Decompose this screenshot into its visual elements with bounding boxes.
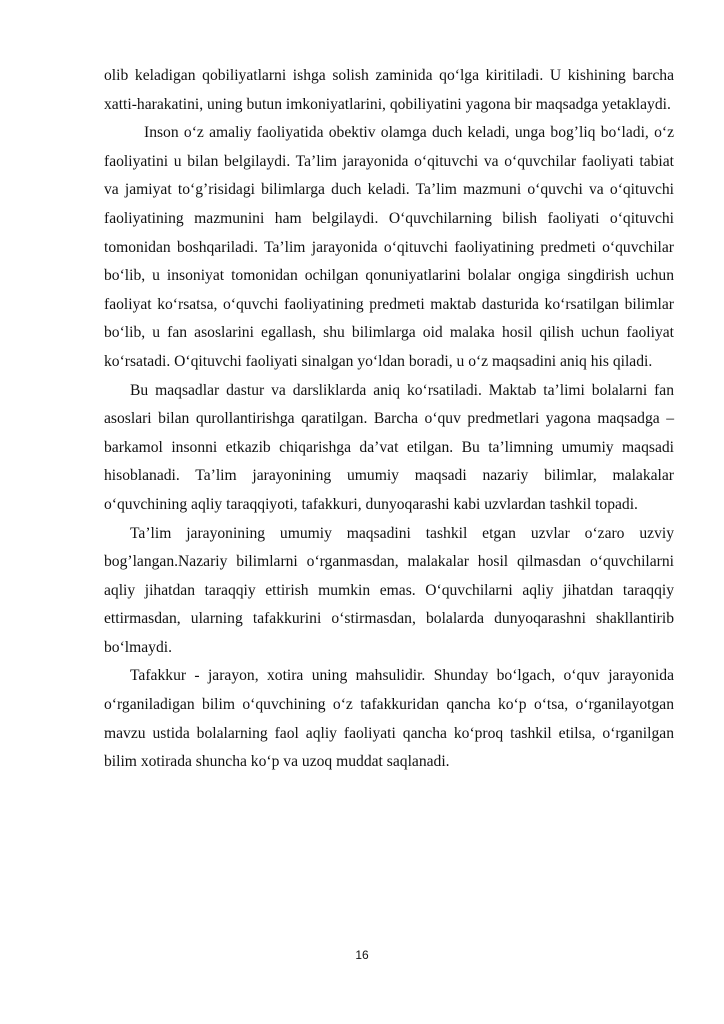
paragraph-inson: Inson o‘z amaliy faoliyatida obektiv olamga duch keladi, unga bog’liq bo‘ladi, o‘z faoliyatini u bilan belgilaydi. Ta’lim jarayonida o‘qituvchi va o‘quvchilar faoliyati tabiat va jamiyat to‘g’risidagi bilimlarga duch keladi. Ta’lim mazmuni o‘quvchi va o‘qituvchi faoliyatining mazmunini ham belgilaydi. O‘quvchilarning bilish faoliyati o‘qituvchi tomonidan boshqariladi. Ta’lim jarayonida o‘qituvchi faoliyatining predmeti o‘quvchilar bo‘lib, u insoniyat tomonidan ochilgan qonuniyatlarini bolalar ongiga singdirish uchun faoliyat ko‘rsatsa, o‘quvchi faoliyatining predmeti maktab dasturida ko‘rsatilgan bilimlar bo‘lib, u fan asoslarini egallash, shu bilimlarga oid malaka hosil qilish uchun faoliyat ko‘rsatadi. O‘qituvchi faoliyati sinalgan yo‘ldan boradi, u o‘z maqsadini aniq his qiladi.	[104, 124, 674, 370]
paragraph-uzvlar: Ta’lim jarayonining umumiy maqsadini tashkil etgan uzvlar o‘zaro uzviy bog’langan.Nazariy bilimlarni o‘rganmasdan, malakalar hosil qilmasdan o‘quvchilarni aqliy jihatdan taraqqiy ettirish mumkin emas. O‘quvchilarni aqliy jihatdan taraqqiy ettirmasdan, ularning tafakkurini o‘stirmasdan, bolalarda dunyoqarashni shakllantirib bo‘lmaydi.	[104, 524, 674, 656]
page-number: 16	[355, 948, 369, 962]
paragraph-tafakkur: Tafakkur - jarayon, xotira uning mahsulidir. Shunday bo‘lgach, o‘quv jarayonida o‘rganiladigan bilim o‘quvchining o‘z tafakkuridan qancha ko‘p o‘tsa, o‘rganilayotgan mavzu ustida bolalarning faol aqliy faoliyati qancha ko‘proq tashkil etilsa, o‘rganilgan bilim xotirada shuncha ko‘p va uzoq muddat saqlanadi.	[104, 667, 674, 771]
paragraph-continuation: olib keladigan qobiliyatlarni ishga solish zaminida qo‘lga kiritiladi. U kishining barcha xatti-harakatini, uning butun imkoniyatlarini, qobiliyatini yagona bir maqsadga yetaklaydi.	[104, 67, 674, 113]
paragraph-maqsadlar: Bu maqsadlar dastur va darsliklarda aniq ko‘rsatiladi. Maktab ta’limi bolalarni fan asoslari bilan qurollantirishga qaratilgan. Barcha o‘quv predmetlari yagona maqsadga – barkamol insonni etkazib chiqarishga da’vat etilgan. Bu ta’limning umumiy maqsadi hisoblanadi. Ta’lim jarayonining umumiy maqsadi nazariy bilimlar, malakalar o‘quvchining aqliy taraqqiyoti, tafakkuri, dunyoqarashi kabi uzvlardan tashkil topadi.	[104, 381, 674, 513]
document-body	[104, 62, 674, 777]
